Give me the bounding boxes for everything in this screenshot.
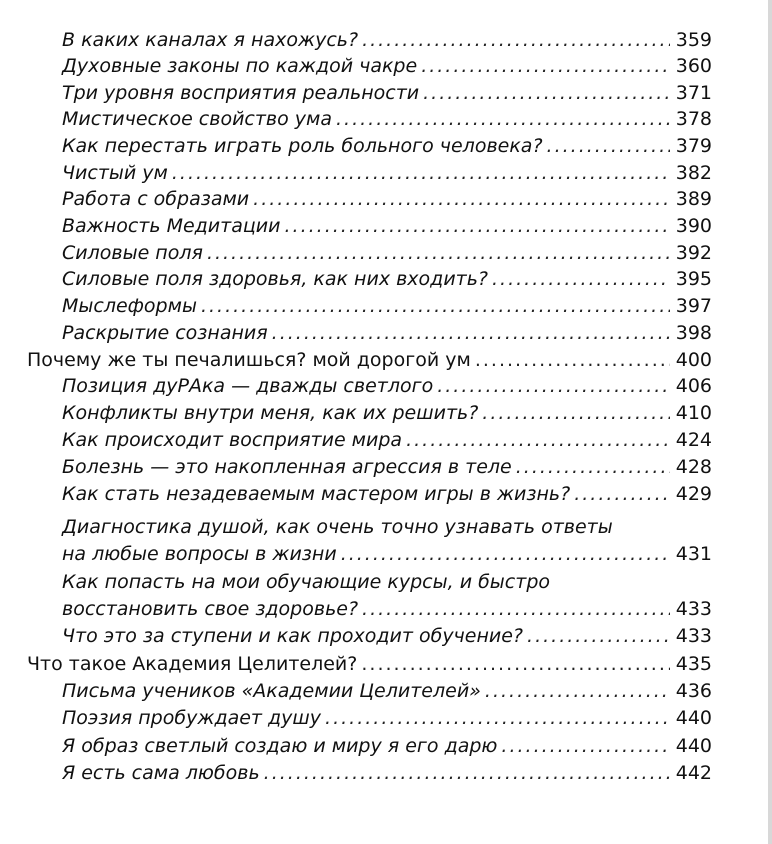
toc-entry-title: Три уровня восприятия реальности xyxy=(62,82,420,104)
toc-entry-title: Силовые поля здоровья, как них входить? xyxy=(62,268,489,290)
toc-entry-page: 392 xyxy=(675,242,712,264)
toc-entry-page: 440 xyxy=(675,707,712,729)
toc-entry-title: Поэзия пробуждает душу xyxy=(62,707,322,729)
toc-entry-title: на любые вопросы в жизни xyxy=(62,543,337,565)
toc-entry-title: Как стать незадеваемым мастером игры в жизнь? xyxy=(62,483,571,505)
toc-entry-title: Силовые поля xyxy=(62,242,203,264)
toc-chapter-title: Что такое Академия Целителей? xyxy=(27,653,358,675)
toc-entry-page: 371 xyxy=(675,82,712,104)
toc-entry-title: Я есть сама любовь xyxy=(62,762,260,784)
toc-chapter-page: 435 xyxy=(675,653,712,675)
toc-entry-title: В каких каналах я нахожусь? xyxy=(62,29,359,51)
toc-entry-title: Позиция дуРАка — дважды светлого xyxy=(62,375,434,397)
toc-entry-page: 433 xyxy=(675,598,712,620)
toc-entry-title: Болезнь — это накопленная агрессия в теле xyxy=(62,456,512,478)
toc-entry-title: Я образ светлый создаю и миру я его дарю xyxy=(62,735,498,757)
toc-entry-page: 428 xyxy=(675,456,712,478)
toc-entry-title: восстановить свое здоровье? xyxy=(62,598,359,620)
toc-entry-page: 395 xyxy=(675,268,712,290)
toc-entry-title: Как перестать играть роль больного человека? xyxy=(62,135,543,157)
toc-entry-title: Важность Медитации xyxy=(62,215,281,237)
toc-entry-page: 378 xyxy=(675,108,712,130)
toc-entry-page: 398 xyxy=(675,322,712,344)
toc-entry-page: 359 xyxy=(675,29,712,51)
toc-entry-title: Что это за ступени и как проходит обучение? xyxy=(62,625,524,647)
toc-entry-page: 406 xyxy=(675,375,712,397)
toc-entry-title: Раскрытие сознания xyxy=(62,322,268,344)
toc-entry-title: Конфликты внутри меня, как их решить? xyxy=(62,402,479,424)
toc-entry-title: Как происходит восприятие мира xyxy=(62,429,403,451)
toc-entry-title: Духовные законы по каждой чакре xyxy=(62,55,418,77)
toc-entry-title: Письма учеников «Академии Целителей» xyxy=(62,680,481,702)
toc-entry-page: 389 xyxy=(675,188,712,210)
toc-entry-title: Мыслеформы xyxy=(62,295,197,317)
toc-entry-page: 390 xyxy=(675,215,712,237)
page-edge xyxy=(768,0,772,844)
toc-entry-title: Чистый ум xyxy=(62,162,168,184)
toc-entry-page: 397 xyxy=(675,295,712,317)
toc-entry-title: Работа с образами xyxy=(62,188,250,210)
toc-entry-page: 433 xyxy=(675,625,712,647)
toc-entry-page: 442 xyxy=(675,762,712,784)
toc-entry-page: 424 xyxy=(675,429,712,451)
toc-entry-page: 436 xyxy=(675,680,712,702)
toc-entry-page: 440 xyxy=(675,735,712,757)
toc-chapter-page: 400 xyxy=(675,349,712,371)
toc-entry-title-line1: Диагностика душой, как очень точно узнавать ответы xyxy=(62,516,613,538)
toc-entry-page: 429 xyxy=(675,483,712,505)
toc-entry-page: 382 xyxy=(675,162,712,184)
toc-chapter-title: Почему же ты печалишься? мой дорогой ум xyxy=(27,349,471,371)
toc-entry-page: 410 xyxy=(675,402,712,424)
toc-entry-page: 431 xyxy=(675,543,712,565)
toc-entry-title-line1: Как попасть на мои обучающие курсы, и быстро xyxy=(62,571,550,593)
toc-entry-page: 379 xyxy=(675,135,712,157)
toc-entry-page: 360 xyxy=(675,55,712,77)
toc-entry-title: Мистическое свойство ума xyxy=(62,108,333,130)
